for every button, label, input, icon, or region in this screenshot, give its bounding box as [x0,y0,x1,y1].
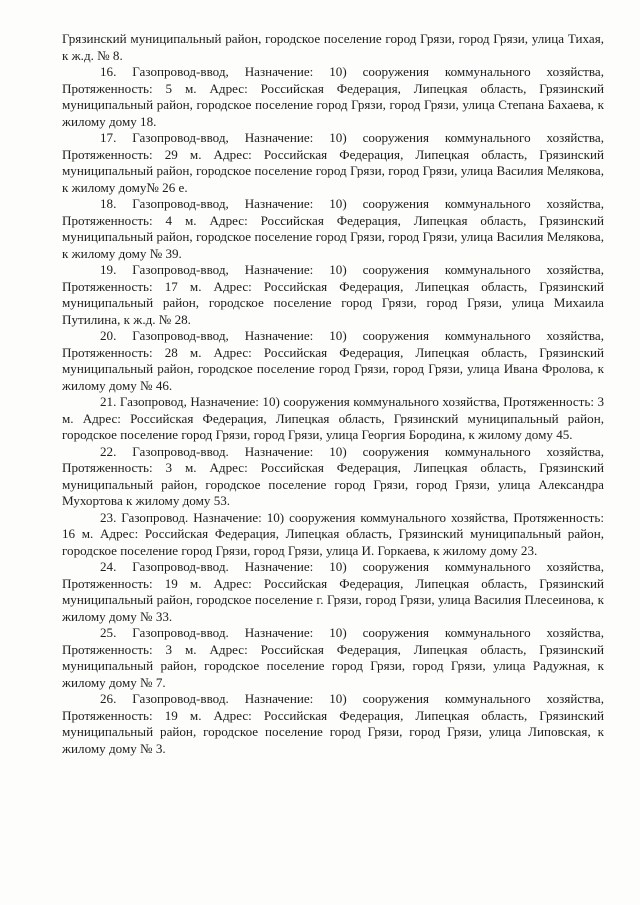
paragraph-item-21: 21. Газопровод, Назначение: 10) сооружения коммунального хозяйства, Протяженность: 3 м. Адрес: Российская Федерация, Липецкая область, Грязинский муниципальный район, городское поселение город Грязи, город Грязи, улица Георгия Бородина, к жилому дому 45. [62,394,604,442]
paragraph-item-20: 20. Газопровод-ввод, Назначение: 10) сооружения коммунального хозяйства, Протяженность: 28 м. Адрес: Российская Федерация, Липецкая область, Грязинский муниципальный район, городское поселение город Грязи, город Грязи, улица Ивана Фролова, к жилому дому № 46. [62,328,604,393]
paragraph-item-25: 25. Газопровод-ввод. Назначение: 10) сооружения коммунального хозяйства, Протяженность: 3 м. Адрес: Российская Федерация, Липецкая область, Грязинский муниципальный район, городское поселение город Грязи, город Грязи, улица Радужная, к жилому дому № 7. [62,625,604,690]
paragraph-item-17: 17. Газопровод-ввод, Назначение: 10) сооружения коммунального хозяйства, Протяженность: 29 м. Адрес: Российская Федерация, Липецкая область, Грязинский муниципальный район, городское поселение город Грязи, город Грязи, улица Василия Мелякова, к жилому дому№ 26 е. [62,130,604,195]
paragraph-item-24: 24. Газопровод-ввод. Назначение: 10) сооружения коммунального хозяйства, Протяженность: 19 м. Адрес: Российская Федерация, Липецкая область, Грязинский муниципальный район, городское поселение г. Грязи, город Грязи, улица Василия Плесеинова, к жилому дому № 33. [62,559,604,624]
paragraph-item-16: 16. Газопровод-ввод, Назначение: 10) сооружения коммунального хозяйства, Протяженность: 5 м. Адрес: Российская Федерация, Липецкая область, Грязинский муниципальный район, городское поселение город Грязи, город Грязи, улица Степана Бахаева, к жилому дому 18. [62,64,604,129]
paragraph-item-23: 23. Газопровод. Назначение: 10) сооружения коммунального хозяйства, Протяженность: 16 м. Адрес: Российская Федерация, Липецкая область, Грязинский муниципальный район, городское поселение город Грязи, город Грязи, улица И. Горкаева, к жилому дому 23. [62,509,604,558]
paragraph-item-19: 19. Газопровод-ввод, Назначение: 10) сооружения коммунального хозяйства, Протяженность: 17 м. Адрес: Российская Федерация, Липецкая область, Грязинский муниципальный район, городское поселение город Грязи, город Грязи, улица Михаила Путилина, к ж.д. № 28. [62,262,604,327]
paragraph-item-18: 18. Газопровод-ввод, Назначение: 10) сооружения коммунального хозяйства, Протяженность: 4 м. Адрес: Российская Федерация, Липецкая область, Грязинский муниципальный район, городское поселение город Грязи, город Грязи, улица Василия Мелякова, к жилому дому № 39. [62,196,604,261]
paragraph-item-15-continued: Грязинский муниципальный район, городское поселение город Грязи, город Грязи, улица Тихая, к ж.д. № 8. [62,31,604,63]
paragraph-item-26: 26. Газопровод-ввод. Назначение: 10) сооружения коммунального хозяйства, Протяженность: 19 м. Адрес: Российская Федерация, Липецкая область, Грязинский муниципальный район, городское поселение город Грязи, город Грязи, улица Липовская, к жилому дому № 3. [62,691,604,756]
paragraph-item-22: 22. Газопровод-ввод. Назначение: 10) сооружения коммунального хозяйства, Протяженность: 3 м. Адрес: Российская Федерация, Липецкая область, Грязинский муниципальный район, городское поселение город Грязи, город Грязи, улица Александра Мухортова к жилому дому 53. [62,443,604,508]
